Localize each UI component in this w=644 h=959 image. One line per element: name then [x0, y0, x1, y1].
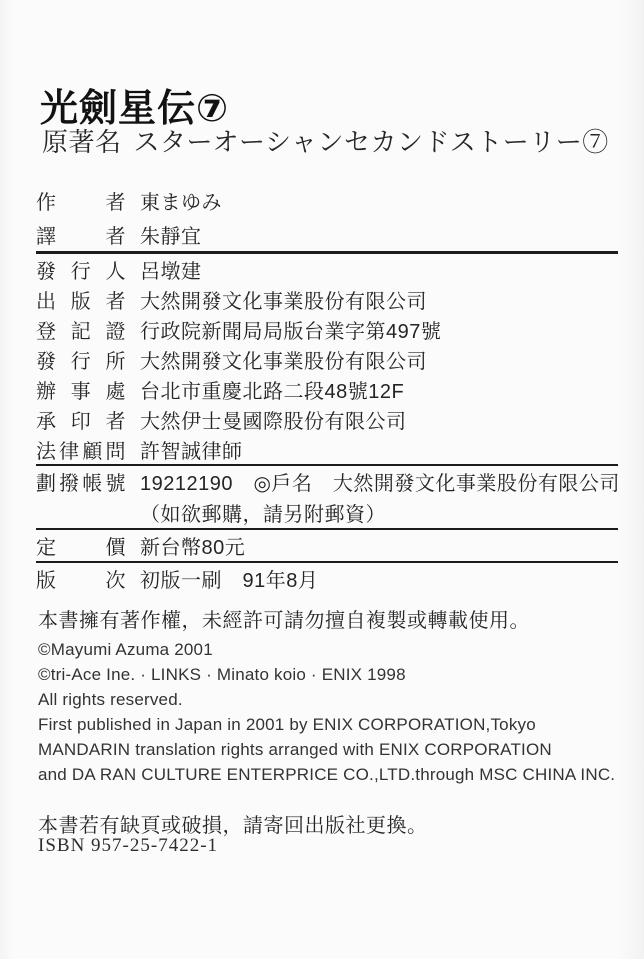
row-label: 發 行 所 [36, 350, 126, 373]
row-value: 初版一刷 91年8月 [140, 570, 319, 592]
row-label: 譯 者 [36, 225, 126, 248]
row-label: 承 印 者 [36, 410, 126, 433]
row-value: 大然開發文化事業股份有限公司 [140, 350, 427, 373]
row-label: 出 版 者 [36, 290, 126, 313]
original-title-label: 原著名 [42, 128, 122, 157]
original-title-line [42, 122, 609, 159]
row-value: 大然伊士曼國際股份有限公司 [140, 410, 407, 433]
table-row-publisher [36, 284, 618, 314]
row-value: 行政院新聞局局版台業字第497號 [140, 320, 442, 343]
row-value: 呂墩建 [140, 260, 202, 283]
table-row-price [36, 530, 618, 561]
book-title: 光劍星伝⑦ [40, 88, 230, 131]
row-value: 朱靜宜 [140, 225, 202, 248]
row-label: 發 行 人 [36, 260, 126, 283]
row-label: 定 價 [36, 537, 126, 559]
row-value: 大然開發文化事業股份有限公司 [140, 290, 427, 313]
copyright-notice: 本書擁有著作權，未經許可請勿擅自複製或轉載使用。 [38, 610, 530, 632]
table-row-mail-order-note [36, 497, 618, 528]
row-value: 新台幣80元 [140, 537, 246, 559]
isbn-number: ISBN 957-25-7422-1 [38, 835, 219, 856]
credit-line: First published in Japan in 2001 by ENIX CORPORATION,Tokyo [38, 715, 536, 734]
row-label: 作 者 [36, 191, 126, 214]
table-row-legal-advisor [36, 434, 618, 464]
original-title-name: スターオーシャンセカンドストーリー⑦ [133, 128, 609, 157]
table-row-registration [36, 314, 618, 344]
row-value: 東まゆみ [140, 191, 222, 214]
table-row-printer [36, 404, 618, 434]
credit-line: ©Mayumi Azuma 2001 [38, 640, 213, 659]
row-value: （如欲郵購，請另附郵資） [140, 504, 386, 526]
row-value: 19212190 ◎戶名 大然開發文化事業股份有限公司 [140, 473, 620, 495]
row-label: 法 律 顧 問 [36, 440, 126, 463]
table-row-translator [36, 217, 618, 251]
table-row-publisher-person [36, 254, 618, 284]
return-notice: 本書若有缺頁或破損，請寄回出版社更換。 [38, 815, 428, 837]
table-row-office [36, 374, 618, 404]
table-row-edition [36, 563, 618, 594]
credit-line: MANDARIN translation rights arranged with ENIX CORPORATION [38, 740, 552, 759]
row-value: 許智誠律師 [140, 440, 243, 463]
credit-line: All rights reserved. [38, 690, 183, 709]
row-label: 辦 事 處 [36, 380, 126, 403]
table-row-author [36, 183, 618, 217]
table-row-issuer [36, 344, 618, 374]
row-label: 版 次 [36, 570, 126, 592]
row-value: 台北市重慶北路二段48號12F [140, 380, 405, 403]
colophon-table [36, 183, 618, 594]
credit-line: ©tri-Ace Ine. · LINKS · Minato koio · ENIX 1998 [38, 665, 406, 684]
table-row-postal-account [36, 466, 618, 497]
row-label: 劃 撥 帳 號 [36, 473, 126, 495]
row-label: 登 記 證 [36, 320, 126, 343]
credit-line: and DA RAN CULTURE ENTERPRICE CO.,LTD.through MSC CHINA INC. [38, 765, 616, 784]
credits-block [38, 637, 615, 787]
